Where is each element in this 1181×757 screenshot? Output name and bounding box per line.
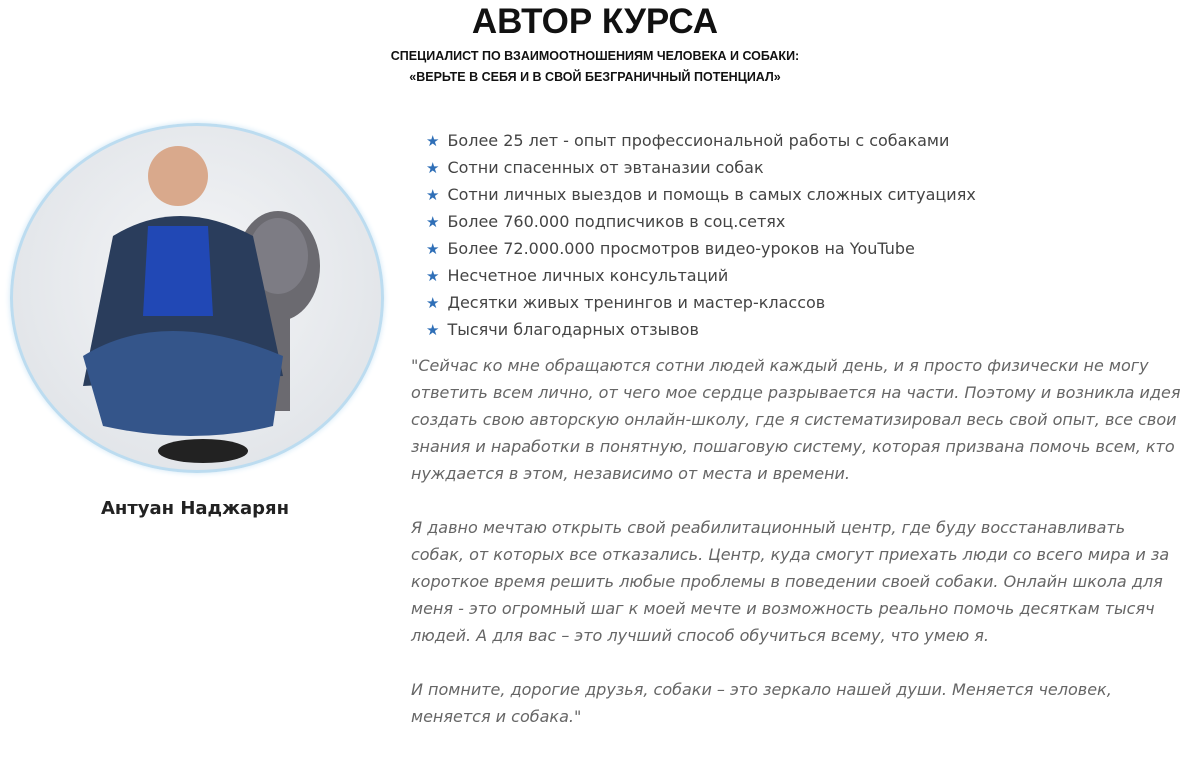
subtitle — [0, 46, 1181, 88]
quote-paragraph: "Сейчас ко мне обращаются сотни людей каждый день, и я просто физически не могу ответить всем лично, от чего мое сердце разрывается на части. Поэтому и возникла идея создать свою авторскую онлайн-школу, где я систематизировал весь свой опыт, все свои знания и наработки в понятную, пошаговую систему, которая призвана помочь всем, кто нуждается в этом, независимо от места и времени. — [411, 356, 1181, 483]
star-icon: ★ — [426, 321, 440, 339]
list-item — [426, 235, 976, 262]
list-item — [426, 154, 976, 181]
list-item-text: Тысячи благодарных отзывов — [447, 320, 699, 339]
list-item-text: Десятки живых тренингов и мастер-классов — [447, 293, 826, 312]
list-item-text: Более 760.000 подписчиков в соц.сетях — [447, 212, 786, 231]
list-item-text: Более 25 лет - опыт профессиональной работы с собаками — [447, 131, 950, 150]
star-icon: ★ — [426, 159, 440, 177]
star-icon: ★ — [426, 213, 440, 231]
list-item-text: Более 72.000.000 просмотров видео-уроков на YouTube — [447, 239, 915, 258]
quote-paragraph: И помните, дорогие друзья, собаки – это зеркало нашей души. Меняется человек, меняется и собака." — [411, 680, 1112, 726]
list-item — [426, 181, 976, 208]
author-photo — [10, 123, 384, 473]
quote-paragraph: Я давно мечтаю открыть свой реабилитационный центр, где буду восстанавливать собак, от которых все отказались. Центр, куда смогут приехать люди со всего мира и за короткое время решить любые проблемы в поведении своей собаки. Онлайн школа для меня - это огромный шаг к моей мечте и возможность реально помочь десяткам тысяч людей. А для вас – это лучший способ обучиться всему, что умею я. — [411, 518, 1170, 645]
list-item — [426, 127, 976, 154]
subtitle-line: СПЕЦИАЛИСТ ПО ВЗАИМООТНОШЕНИЯМ ЧЕЛОВЕКА И СОБАКИ: — [390, 49, 800, 63]
list-item — [426, 316, 976, 343]
star-icon: ★ — [426, 294, 440, 312]
list-item-text: Несчетное личных консультаций — [447, 266, 729, 285]
achievements-list — [426, 127, 976, 343]
star-icon: ★ — [426, 132, 440, 150]
author-quote — [411, 352, 1181, 757]
author-name: Антуан Наджарян — [100, 498, 290, 519]
author-with-dog-illustration — [13, 126, 381, 470]
list-item — [426, 262, 976, 289]
star-icon: ★ — [426, 186, 440, 204]
star-icon: ★ — [426, 267, 440, 285]
list-item-text: Сотни личных выездов и помощь в самых сложных ситуациях — [447, 185, 976, 204]
list-item-text: Сотни спасенных от эвтаназии собак — [447, 158, 764, 177]
list-item — [426, 208, 976, 235]
list-item — [426, 289, 976, 316]
page-title: АВТОР КУРСА — [471, 2, 719, 41]
star-icon: ★ — [426, 240, 440, 258]
subtitle-line: «ВЕРЬТЕ В СЕБЯ И В СВОЙ БЕЗГРАНИЧНЫЙ ПОТЕНЦИАЛ» — [409, 70, 781, 84]
